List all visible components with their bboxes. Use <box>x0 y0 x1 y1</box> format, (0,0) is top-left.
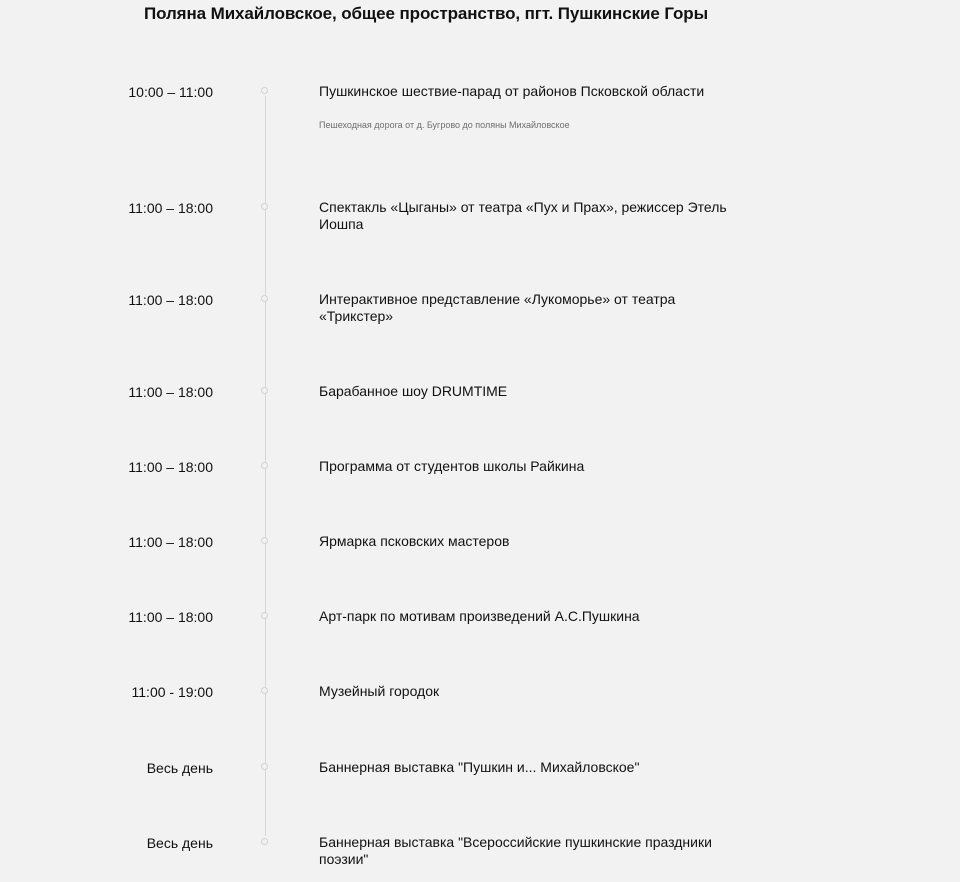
event-subtitle: Пешеходная дорога от д. Бугрово до поляны Михайловское <box>319 120 570 130</box>
event-title: Спектакль «Цыганы» от театра «Пух и Прах», режиссер Этель Иошпа <box>319 199 727 232</box>
event-title: Музейный городок <box>319 683 440 699</box>
event-title: Пушкинское шествие-парад от районов Псковской области <box>319 83 705 99</box>
event-title: Ярмарка псковских мастеров <box>319 533 510 549</box>
page-title: Поляна Михайловское, общее пространство, пгт. Пушкинские Горы <box>144 4 708 23</box>
timeline-dot-icon <box>261 87 268 94</box>
timeline-dot-icon <box>261 838 268 845</box>
event-title: Программа от студентов школы Райкина <box>319 458 585 474</box>
event-time: 11:00 – 18:00 <box>128 384 213 400</box>
timeline-dot-icon <box>261 295 268 302</box>
event-time: 10:00 – 11:00 <box>128 84 213 100</box>
timeline-dot-icon <box>261 537 268 544</box>
event-time: 11:00 - 19:00 <box>131 684 213 700</box>
event-title: Барабанное шоу DRUMTIME <box>319 383 508 399</box>
timeline-dot-icon <box>261 763 268 770</box>
event-title: Арт-парк по мотивам произведений А.С.Пушкина <box>319 608 640 624</box>
timeline-dot-icon <box>261 462 268 469</box>
event-time: 11:00 – 18:00 <box>128 609 213 625</box>
timeline-dot-icon <box>261 203 268 210</box>
event-title: Интерактивное представление «Лукоморье» от театра «Трикстер» <box>319 291 676 324</box>
event-time: 11:00 – 18:00 <box>128 459 213 475</box>
event-time: 11:00 – 18:00 <box>128 292 213 308</box>
event-title: Баннерная выставка "Пушкин и... Михайловское" <box>319 759 640 775</box>
event-time: 11:00 – 18:00 <box>128 200 213 216</box>
timeline-dot-icon <box>261 687 268 694</box>
event-time: Весь день <box>146 760 213 776</box>
timeline-dot-icon <box>261 612 268 619</box>
event-title: Баннерная выставка "Всероссийские пушкинские праздники поэзии" <box>319 834 712 867</box>
timeline-dot-icon <box>261 387 268 394</box>
event-time: Весь день <box>146 835 213 851</box>
event-time: 11:00 – 18:00 <box>128 534 213 550</box>
